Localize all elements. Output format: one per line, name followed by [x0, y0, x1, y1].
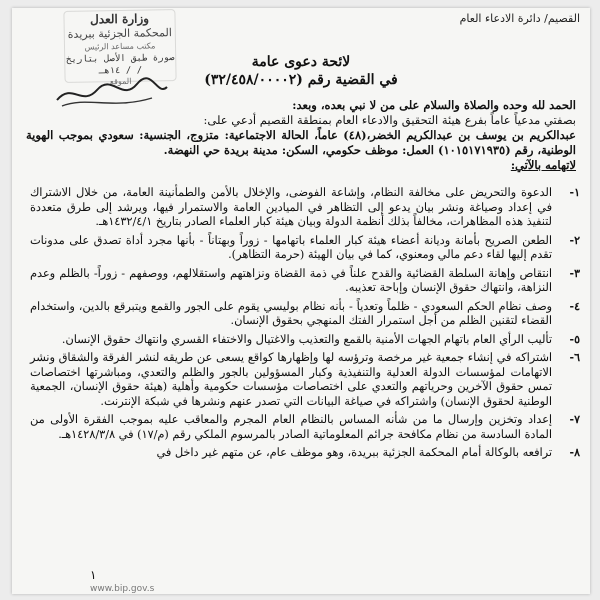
charge-item: [30, 267, 580, 296]
document-intro: [26, 98, 576, 173]
document-page: [12, 8, 590, 594]
charge-text: ترافعه بالوكالة أمام المحكمة الجزئية ببريدة، وهو موظف عام، عن متهم غير داخل في: [156, 446, 552, 459]
charge-item: [30, 234, 580, 263]
stamp-line-3: مكتب مساعد الرئيس: [84, 41, 156, 52]
defendant-details: عبدالكريم بن يوسف بن عبدالكريم الخضر،(٤٨) عاماً، الحالة الاجتماعية: متزوج، الجنسية: سعودي بموجب الهوية الوطنية، رقم (١٠١٥١٧١٩٣٥) العمل: موظف حكومي، السكن: مدينة بريدة حي النهضة.: [26, 128, 576, 157]
charge-number: ٧-: [569, 413, 580, 426]
charges-list: [30, 186, 580, 465]
charge-item: [30, 186, 580, 230]
charge-text: تأليب الرأي العام باتهام الجهات الأمنية بالقمع والتعذيب والاغتيال والاختفاء القسري وانتهاك حقوق الإنسان.: [61, 332, 552, 346]
charge-item: [30, 351, 580, 409]
charge-number: ٣-: [569, 266, 580, 280]
charge-text: إعداد وتخزين وإرسال ما من شأنه المساس بالنظام العام المجرم والمعاقب عليه بموجب الفقرة الأولى من المادة السادسة من نظام مكافحة جرائم المعلوماتية الصادر بالمرسوم الملكي رقم (م/١٧) في ١٤٢٨/٣/٨هـ.: [30, 413, 552, 441]
charge-number: ١-: [569, 186, 580, 199]
charge-text: الدعوة والتحريض على مخالفة النظام، وإشاعة الفوضى، والإخلال بالأمن والطمأنينة العامة، من خلال الاشتراك في إعداد وصياغة ونشر بيان يدعو إلى التظاهر في الميادين العامة والاستمرار فيها، ويرشد إلى طرق متعددة لتنفيذ هذه المظاهرات، مخالفاً بذلك أنظمة الدولة وبيان هيئة كبار العلماء الصادر بتاريخ ١٤٣٢/٤/١هـ.: [30, 186, 552, 228]
document-title: لائحة دعوى عامة: [251, 54, 351, 70]
page-number: ١: [90, 568, 97, 582]
stamp-line-1: وزارة العدل: [89, 11, 150, 27]
greeting: الحمد لله وحده والصلاة والسلام على من لا نبي بعده، وبعد:: [292, 98, 576, 112]
intro-text: بصفتي مدعياً عاماً بفرع هيئة التحقيق والادعاء العام بمنطقة القصيم أدعي على:: [203, 113, 576, 127]
charge-number: ٥-: [569, 332, 580, 346]
stamp-line-5: الموقع: [109, 76, 132, 87]
breadcrumb: القصيم/ دائرة الادعاء العام: [459, 12, 580, 25]
stamp-line-2: المحكمة الجزئية ببريدة: [67, 26, 172, 42]
charge-text: الطعن الصريح بأمانة وديانة أعضاء هيئة كبار العلماء باتهامها - زوراً وبهتاناً - بأنها مجرد أداة تصدق على مدونات تقدم إليها لقاء دعم مالي ومعنوي، كما في بيان الهيئة (حرمة التظاهر).: [30, 233, 552, 261]
charge-number: ٢-: [569, 233, 580, 247]
charges-heading: لاتهامه بالآتي:: [510, 158, 576, 172]
stamp-line-4: صورة طبق الأصل بتاريخ / / ١٤هـ: [65, 52, 175, 77]
charge-number: ٨-: [569, 446, 580, 459]
footer-url: www.bip.gov.s: [90, 584, 155, 594]
charge-item: [30, 333, 580, 348]
charge-item: [30, 300, 580, 329]
charge-item: [30, 446, 580, 461]
charge-item: [30, 413, 580, 442]
charge-text: اشتراكه في إنشاء جمعية غير مرخصة وترؤسه لها وإظهارها كواقع يسعى عن طريقه لنشر الفرقة والشقاق ونشر الاتهامات لمؤسسات الدولة العدلية والتنفيذية وكبار المسؤولين بالجور والظلم والتعدي، ومباشرتها اختصاصات تمس حقوق الآخرين وحرياتهم والتعدي على اختصاصات مؤسسات حكومية وأهلية (هيئة حقوق الإنسان، الجمعية الوطنية لحقوق الإنسان) واشتراكه في صياغة البيانات التي تصدر عنهم ونشرها في شبكة الإنترنت.: [30, 351, 552, 408]
case-number: في القضية رقم (٣٢/٤٥٨/٠٠٠٠٢): [204, 72, 398, 88]
charge-number: ٤-: [569, 299, 580, 313]
charge-text: انتقاص وإهانة السلطة القضائية والقدح علناً في ذمة القضاة ونزاهتهم واستقلالهم، ووصفهم - زوراً- بالظلم وعدم النزاهة، وانتهاك حقوق الإنسان وإباحة تعذيبه.: [30, 266, 552, 294]
charge-number: ٦-: [569, 351, 580, 364]
charge-text: وصف نظام الحكم السعودي - ظلماً وتعدياً - بأنه نظام بوليسي يقوم على الجور والقمع ويتبرقع بالدين، واستخدام القضاء لتقنين الظلم من أجل استمرار الفتك المنهجي بحقوق الإنسان.: [30, 299, 552, 327]
